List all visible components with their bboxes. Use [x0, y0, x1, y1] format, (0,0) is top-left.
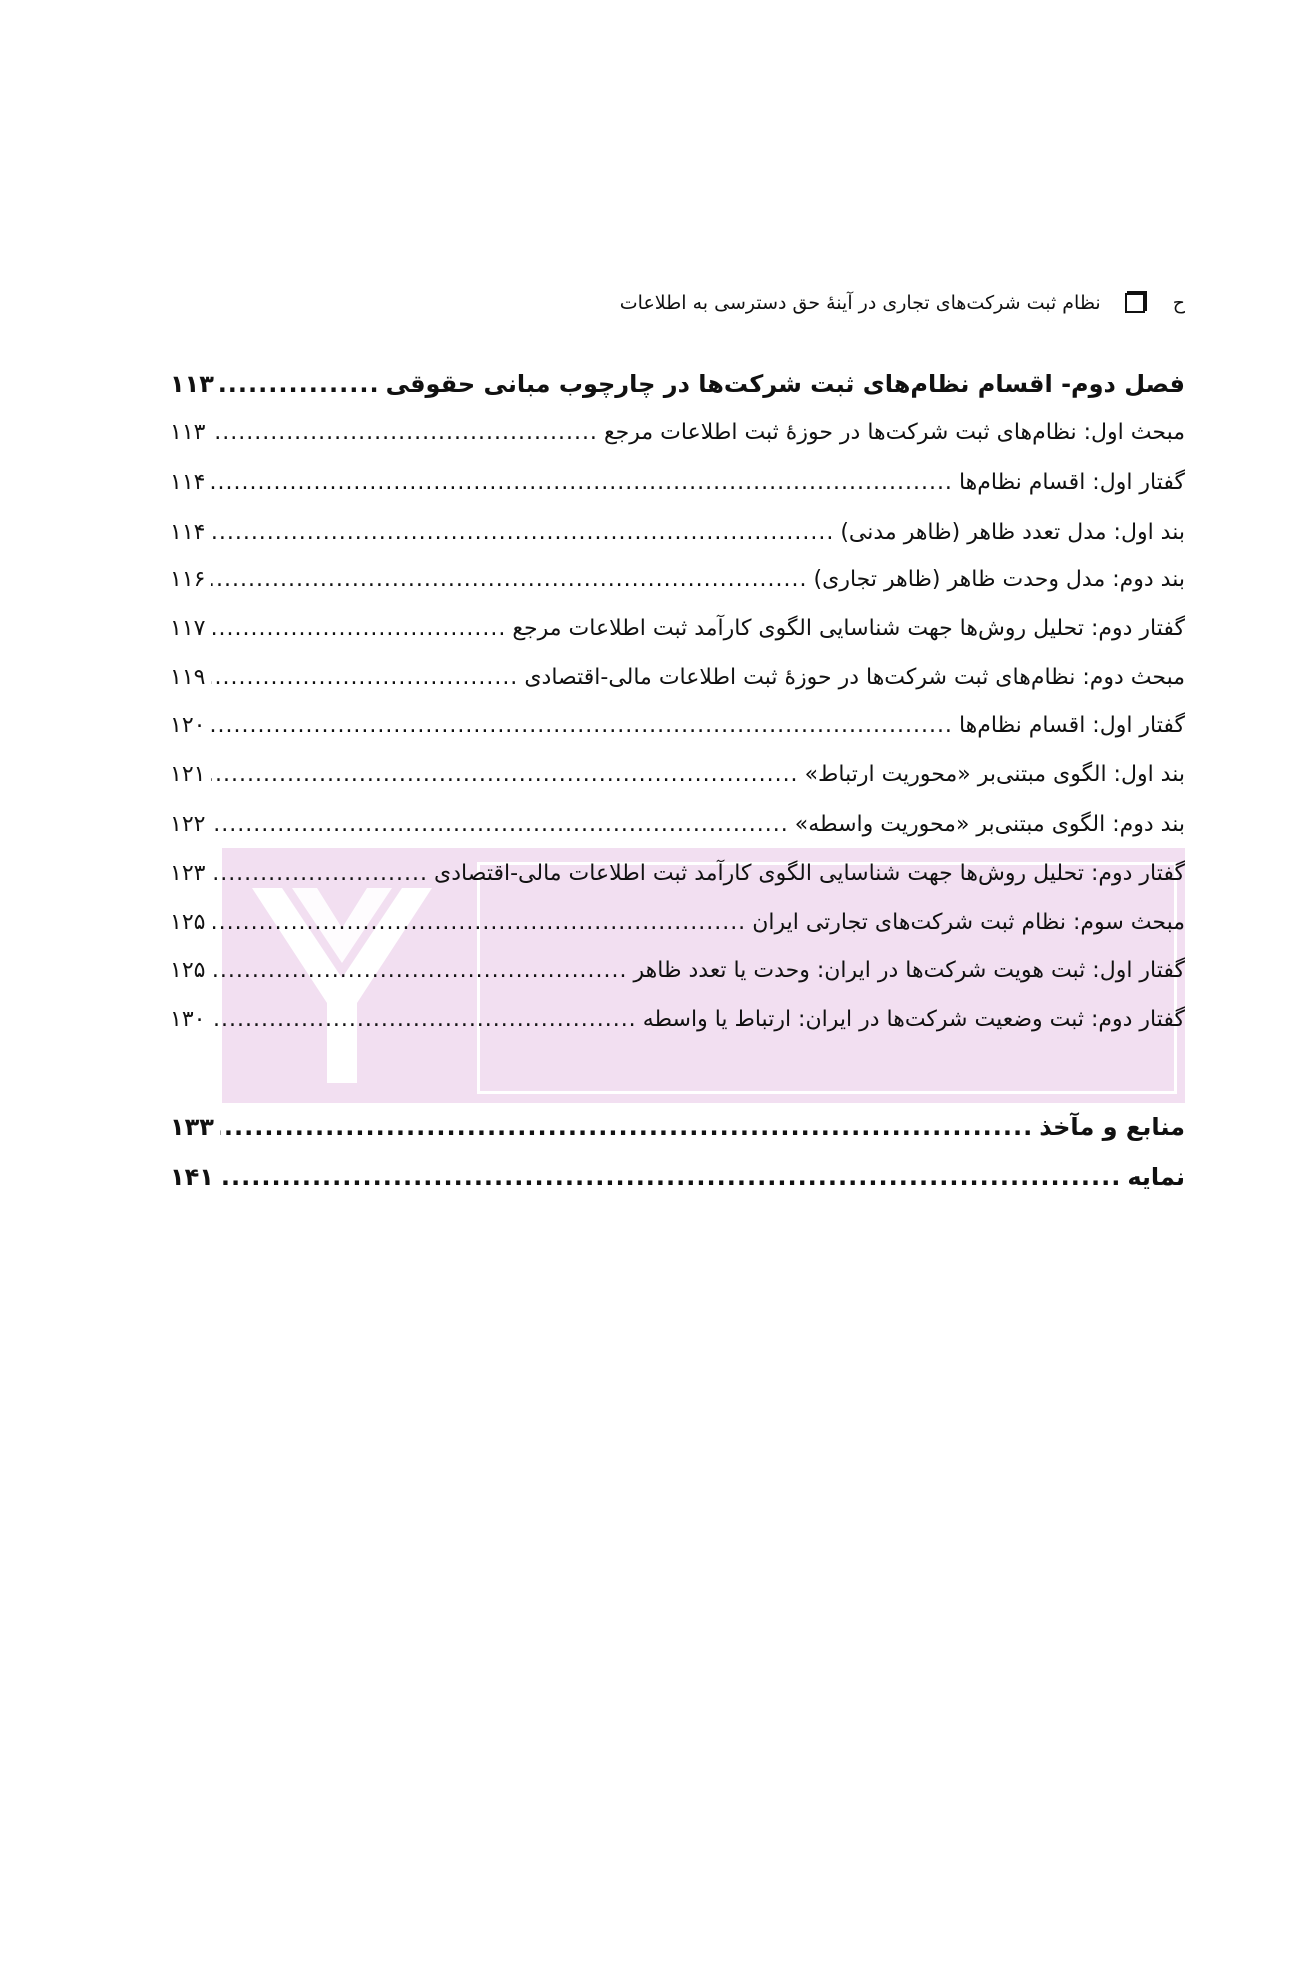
toc-entry-title: گفتار دوم: ثبت وضعیت شرکت‌ها در ایران: ارتباط یا واسطه — [642, 1007, 1185, 1032]
toc-entry[interactable] — [170, 762, 1185, 787]
dot-leader — [211, 616, 506, 641]
toc-entry[interactable] — [170, 861, 1185, 886]
toc-entry-page: ۱۳۰ — [170, 1007, 206, 1032]
dot-leader — [211, 762, 798, 787]
toc-entry-page: ۱۱۹ — [170, 665, 206, 690]
toc-entry-page: ۱۳۳ — [170, 1113, 214, 1141]
toc-entry-title: گفتار اول: اقسام نظام‌ها — [958, 713, 1185, 738]
dot-leader — [211, 665, 518, 690]
square-bullet-icon — [1125, 293, 1145, 313]
dot-leader — [211, 520, 834, 545]
toc-entry-title: بند دوم: الگوی مبتنی‌بر «محوریت واسطه» — [794, 812, 1185, 837]
dot-leader — [211, 958, 627, 983]
toc-entry-page: ۱۱۷ — [170, 616, 206, 641]
toc-entry[interactable] — [170, 665, 1185, 690]
dot-leader — [211, 567, 807, 592]
toc-entry-title: فصل دوم- اقسام نظام‌های ثبت شرکت‌ها در چارچوب مبانی حقوقی — [385, 370, 1185, 398]
toc-entry[interactable] — [170, 958, 1185, 983]
toc-entry-title: منابع و مآخذ — [1039, 1113, 1185, 1141]
toc-entry[interactable] — [170, 470, 1185, 495]
toc-entry-page: ۱۲۲ — [170, 812, 206, 837]
toc-entry[interactable] — [170, 420, 1185, 445]
toc-entry[interactable] — [170, 616, 1185, 641]
toc-entry-page: ۱۱۶ — [170, 567, 206, 592]
dot-leader — [220, 1163, 1121, 1191]
dot-leader — [211, 1007, 636, 1032]
toc-entry-title: مبحث دوم: نظام‌های ثبت شرکت‌ها در حوزۀ ثبت اطلاعات مالی-اقتصادی — [524, 665, 1185, 690]
toc-entry-page: ۱۴۱ — [170, 1163, 214, 1191]
toc-entry-page: ۱۲۰ — [170, 713, 206, 738]
toc-entry-title: مبحث اول: نظام‌های ثبت شرکت‌ها در حوزۀ ثبت اطلاعات مرجع — [603, 420, 1185, 445]
toc-entry-page: ۱۱۴ — [170, 470, 206, 495]
dot-leader — [211, 812, 788, 837]
toc-entry-title: گفتار دوم: تحلیل روش‌ها جهت شناسایی الگوی کارآمد ثبت اطلاعات مالی-اقتصادی — [434, 861, 1185, 886]
toc-entry-title: گفتار اول: اقسام نظام‌ها — [958, 470, 1185, 495]
toc-entry-title: نمایه — [1127, 1163, 1185, 1191]
toc-entry-title: بند دوم: مدل وحدت ظاهر (ظاهر تجاری) — [813, 567, 1185, 592]
toc-entry[interactable] — [170, 910, 1185, 935]
toc-entry[interactable] — [170, 1007, 1185, 1032]
toc-entry[interactable] — [170, 812, 1185, 837]
toc-entry-page: ۱۱۴ — [170, 520, 206, 545]
toc-entry-title: بند اول: مدل تعدد ظاهر (ظاهر مدنی) — [840, 520, 1185, 545]
toc-entry[interactable] — [170, 370, 1185, 398]
toc-entry[interactable] — [170, 713, 1185, 738]
toc-entry-page: ۱۲۳ — [170, 861, 206, 886]
toc-entry-title: گفتار دوم: تحلیل روش‌ها جهت شناسایی الگوی کارآمد ثبت اطلاعات مرجع — [512, 616, 1185, 641]
toc-entry-title: بند اول: الگوی مبتنی‌بر «محوریت ارتباط» — [804, 762, 1185, 787]
toc-entry[interactable] — [170, 1163, 1185, 1191]
toc-entry[interactable] — [170, 1113, 1185, 1141]
toc-entry-title: گفتار اول: ثبت هویت شرکت‌ها در ایران: وحدت یا تعدد ظاهر — [633, 958, 1185, 983]
dot-leader — [220, 1113, 1033, 1141]
toc-entry-page: ۱۱۳ — [170, 370, 214, 398]
running-title: نظام ثبت شرکت‌های تجاری در آینۀ حق دسترسی به اطلاعات — [619, 292, 1101, 314]
running-header — [560, 292, 1185, 314]
dot-leader — [211, 910, 746, 935]
toc-entry-title: مبحث سوم: نظام ثبت شرکت‌های تجارتی ایران — [752, 910, 1185, 935]
dot-leader — [211, 470, 952, 495]
toc-entry-page: ۱۱۳ — [170, 420, 206, 445]
toc-entry[interactable] — [170, 567, 1185, 592]
toc-entry-page: ۱۲۱ — [170, 762, 206, 787]
dot-leader — [211, 420, 597, 445]
dot-leader — [220, 370, 380, 398]
page-letter: ح — [1172, 292, 1185, 314]
dot-leader — [211, 861, 428, 886]
toc-entry-page: ۱۲۵ — [170, 910, 206, 935]
toc-entry[interactable] — [170, 520, 1185, 545]
dot-leader — [211, 713, 952, 738]
toc-entry-page: ۱۲۵ — [170, 958, 206, 983]
